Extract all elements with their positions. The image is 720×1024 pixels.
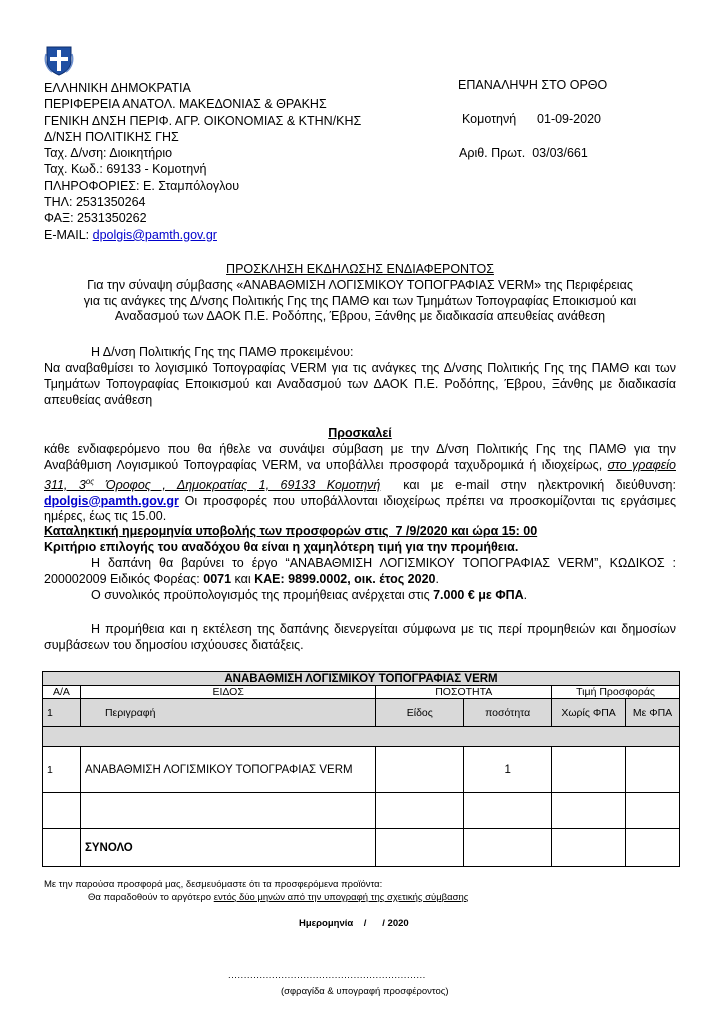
address-part: στο γραφείο 311, 3	[44, 457, 676, 492]
item-price-without-vat	[552, 747, 626, 793]
header-line: ΠΛΗΡΟΦΟΡΙΕΣ: Ε. Σταμπόλογλου	[44, 178, 240, 193]
email-label: E-MAIL:	[44, 227, 93, 242]
delivery-term: εντός δύο μηνών από την υπογραφή της σχετικής σύμβασης	[213, 892, 469, 903]
header-line: ΤΗΛ: 2531350264	[44, 195, 146, 210]
invite-text: και με e-mail στην ηλεκτρονική διεύθυνση:	[380, 477, 680, 492]
invite-body	[44, 442, 680, 525]
empty-cell	[464, 793, 552, 829]
invite-heading: Προσκαλεί	[328, 426, 392, 440]
item-type-cell	[376, 747, 464, 793]
total-without-vat	[552, 829, 626, 867]
budget-text: Ο συνολικός προϋπολογισμός της προμήθειας ανέρχεται στις	[91, 588, 434, 602]
subheader-type: Είδος	[376, 699, 464, 727]
selection-criterion: Κριτήριο επιλογής του αναδόχου θα είναι η χαμηλότερη τιμή για την προμήθεια.	[44, 540, 519, 554]
table-total-row	[43, 829, 680, 867]
budget-text: .	[523, 588, 528, 602]
header-eidos: ΕΙΔΟΣ	[80, 686, 375, 699]
budget-amount: 7.000 € με ΦΠΑ	[433, 588, 524, 602]
empty-cell	[43, 793, 81, 829]
delivery-text: Θα παραδοθούν το αργότερο	[88, 892, 214, 903]
header-line: Ταχ. Δ/νση: Διοικητήριο	[44, 146, 173, 161]
intro-body: Να αναβαθμίσει το λογισμικό Τοπογραφίας VERM για τις ανάγκες της Δ/νσης Πολιτικής Γης της ΠΑΜΘ και των Τμημάτων Τοπογραφίας Εποικισμού και Αναδασμού των ΔΑΟΚ Π.Ε. Ροδόπης, Έβρου, Ξάνθης με διαδικασία απευθείας ανάθεση	[44, 361, 676, 407]
empty-cell	[626, 793, 680, 829]
header-line: ΦΑΞ: 2531350262	[44, 211, 147, 226]
empty-cell	[43, 829, 81, 867]
spacer-cell	[43, 727, 680, 747]
procedure-paragraph: Η προμήθεια και η εκτέλεση της δαπάνης διενεργείται σύμφωνα με τις περί προμηθειών και δημοσίων συμβάσεων του δημοσίου ισχύουσες διατάξεις.	[44, 622, 676, 652]
total-with-vat	[626, 829, 680, 867]
item-description: ΑΝΑΒΑΘΜΙΣΗ ΛΟΓΙΣΜΙΚΟΥ ΤΟΠΟΓΡΑΦΙΑΣ VERM	[80, 747, 375, 793]
expense-text: Η δαπάνη θα βαρύνει το έργο “ΑΝΑΒΑΘΜΙΣΗ ΛΟΓΙΣΜΙΚΟΥ ΤΟΠΟΓΡΑΦΙΑΣ VERM”, ΚΩΔΙΚΟΣ : 200002009 Ειδικός Φορέας:	[44, 556, 676, 586]
table-title-row	[43, 672, 680, 686]
address-part: Όροφος , Δημοκρατίας 1, 69133 Κομοτηνή	[94, 477, 381, 492]
empty-cell	[80, 793, 375, 829]
empty-cell	[376, 793, 464, 829]
email-link[interactable]: dpolgis@pamth.gov.gr	[92, 227, 217, 242]
header-aa: Α/Α	[43, 686, 81, 699]
subheader-description: Περιγραφή	[80, 699, 375, 727]
table-subheader-row	[43, 699, 680, 727]
header-quantity: ΠΟΣΟΤΗΤΑ	[376, 686, 552, 699]
offer-table	[42, 671, 680, 867]
item-number: 1	[43, 747, 81, 793]
table-row	[43, 793, 680, 829]
subheader-without-vat: Χωρίς ΦΠΑ	[552, 699, 626, 727]
protocol-number: Αριθ. Πρωτ. 03/03/661	[459, 146, 588, 160]
header-line: ΓΕΝΙΚΗ ΔΝΣΗ ΠΕΡΙΦ. ΑΓΡ. ΟΙΚΟΝΟΜΙΑΣ & ΚΤΗΝ/ΚΗΣ	[44, 113, 362, 128]
empty-cell	[464, 829, 552, 867]
deadline: Καταληκτική ημερομηνία υποβολής των προσφορών στις 7 /9/2020 και ώρα 15: 00	[44, 524, 538, 538]
repeat-note: ΕΠΑΝΑΛΗΨΗ ΣΤΟ ΟΡΘΟ	[458, 78, 608, 92]
commitment-line: Με την παρούσα προσφορά μας, δεσμευόμαστε ότι τα προσφερόμενα προϊόντα:	[44, 879, 383, 890]
subheader-quantity: ποσότητα	[464, 699, 552, 727]
expense-text: .	[435, 571, 439, 586]
address-sup: ος	[85, 476, 95, 486]
header-line: Ταχ. Κωδ.: 69133 - Κομοτηνή	[44, 162, 207, 177]
table-title: ΑΝΑΒΑΘΜΙΣΗ ΛΟΓΙΣΜΙΚΟΥ ΤΟΠΟΓΡΑΦΙΑΣ VERM	[43, 672, 680, 686]
document-title: ΠΡΟΣΚΛΗΣΗ ΕΚΔΗΛΩΣΗΣ ΕΝΔΙΑΦΕΡΟΝΤΟΣ	[226, 262, 494, 276]
expense-paragraph	[44, 556, 676, 588]
title-line: για τις ανάγκες της Δ/νσης Πολιτικής Γης της ΠΑΜΘ και των Τμημάτων Τοπογραφίας Εποικισμού και	[83, 293, 637, 308]
intro-line: Η Δ/νση Πολιτικής Γης της ΠΑΜΘ προκειμένου:	[91, 345, 354, 359]
header-price: Τιμή Προσφοράς	[552, 686, 680, 699]
header-line: ΠΕΡΙΦΕΡΕΙΑ ΑΝΑΤΟΛ. ΜΑΚΕΔΟΝΙΑΣ & ΘΡΑΚΗΣ	[44, 97, 327, 112]
kae-code: ΚΑΕ: 9899.0002, οικ. έτος 2020	[254, 571, 436, 586]
table-header-row	[43, 686, 680, 699]
signature-dotted-line: ...............................................................	[228, 970, 426, 981]
total-label: ΣΥΝΟΛΟ	[80, 829, 375, 867]
signature-caption: (σφραγίδα & υπογραφή προσφέροντος)	[281, 986, 449, 997]
budget-line	[91, 588, 527, 604]
invite-text: κάθε ενδιαφερόμενο που θα ήθελε να συνάψει σύμβαση με την Δ/νση Πολιτικής Γης της ΠΑΜΘ για την Αναβάθμιση Λογισμικού Τοπογραφίας VERM, να υποβάλλει προσφορά ταχυδρομικά ή ιδιοχείρως,	[44, 442, 676, 472]
title-block	[40, 262, 680, 325]
delivery-line	[88, 891, 468, 904]
email-line	[44, 227, 361, 243]
title-line: Για την σύναψη σύμβασης «ΑΝΑΒΑΘΜΙΣΗ ΛΟΓΙΣΜΙΚΟΥ ΤΟΠΟΓΡΑΦΙΑΣ VERM» της Περιφέρειας	[87, 277, 633, 292]
item-quantity: 1	[464, 747, 552, 793]
header-line: ΕΛΛΗΝΙΚΗ ΔΗΜΟΚΡΑΤΙΑ	[44, 81, 191, 95]
subheader-with-vat: Με ΦΠΑ	[626, 699, 680, 727]
table-row	[43, 747, 680, 793]
subheader-number: 1	[43, 699, 81, 727]
item-price-with-vat	[626, 747, 680, 793]
special-body-code: 0071	[203, 571, 232, 586]
expense-text: και	[231, 571, 255, 586]
greek-coat-of-arms-icon	[44, 44, 74, 76]
title-line: Αναδασμού των ΔΑΟΚ Π.Ε. Ροδόπης, Έβρου, Ξάνθης με διαδικασία απευθείας ανάθεση	[114, 309, 606, 324]
empty-cell	[376, 829, 464, 867]
empty-cell	[552, 793, 626, 829]
sender-info	[44, 80, 361, 243]
invite-email-link[interactable]: dpolgis@pamth.gov.gr	[44, 493, 179, 508]
table-spacer-row	[43, 727, 680, 747]
date-line: Ημερομηνία / / 2020	[299, 918, 409, 929]
place-date: Κομοτηνή 01-09-2020	[462, 112, 601, 126]
header-line: Δ/ΝΣΗ ΠΟΛΙΤΙΚΗΣ ΓΗΣ	[44, 129, 179, 144]
invite-text: Οι προσφορές που υποβάλλονται ιδιοχείρως πρέπει να προσκομίζονται τις εργάσιμες ημέρες, έως τις 15.00.	[44, 493, 676, 524]
